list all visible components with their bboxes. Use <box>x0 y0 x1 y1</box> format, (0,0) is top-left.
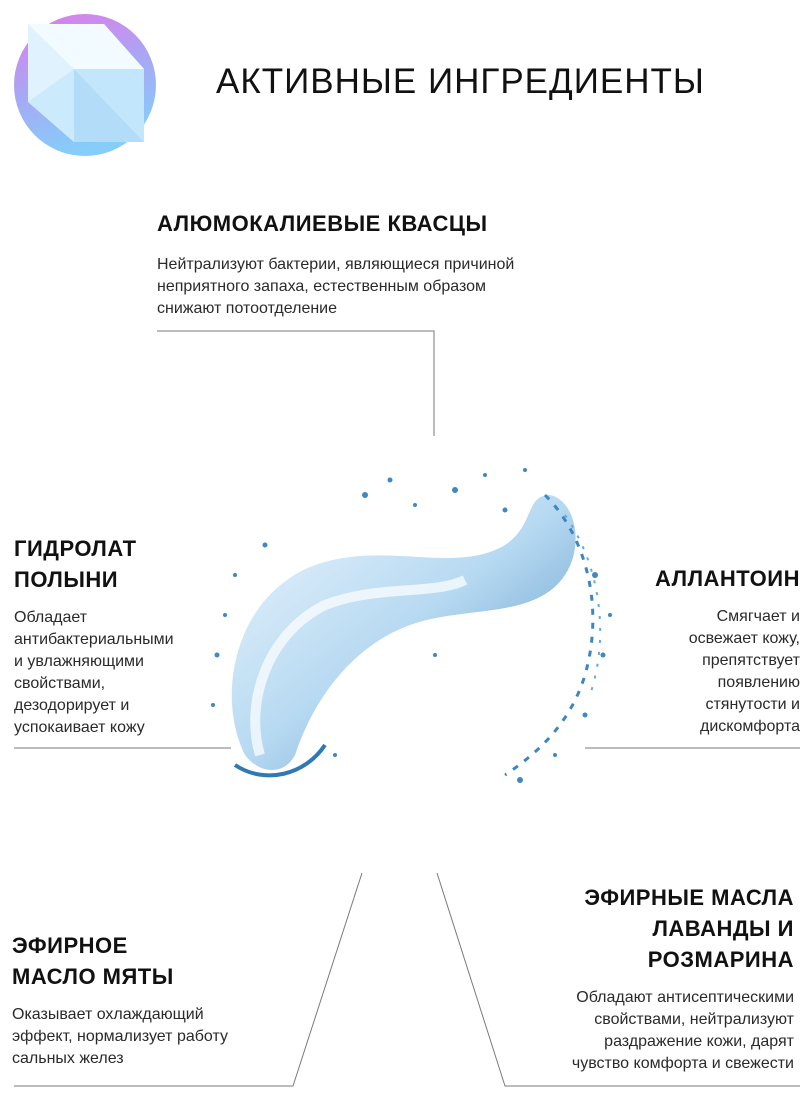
desc-line: раздражение кожи, дарят <box>604 1033 794 1050</box>
desc-line: препятствует <box>702 652 800 669</box>
desc-line: антибактериальными <box>14 631 174 648</box>
ingredient-lavender-title-line: ЛАВАНДЫ И <box>652 916 794 941</box>
ingredient-allantoin <box>580 563 800 738</box>
desc-line: и увлажняющими <box>14 653 144 670</box>
desc-line: Обладает <box>14 609 88 626</box>
water-splash-icon <box>205 455 625 795</box>
desc-line: дискомфорта <box>699 718 800 735</box>
desc-line: успокаивает кожу <box>14 719 145 736</box>
desc-line: стянутости и <box>705 696 800 713</box>
ingredient-mint-title-line: ЭФИРНОЕ <box>12 933 128 958</box>
ingredient-lavender-rosemary <box>494 882 794 1075</box>
ingredient-mint-desc <box>12 1004 302 1070</box>
ingredient-wormwood-title-line: ПОЛЫНИ <box>14 567 119 592</box>
desc-line: снижают потоотделение <box>157 300 338 317</box>
desc-line: сальных желез <box>12 1050 124 1067</box>
desc-line: освежает кожу, <box>688 630 800 647</box>
ingredient-lavender-desc <box>494 987 794 1075</box>
desc-line: появлению <box>717 674 800 691</box>
ingredient-alum <box>157 208 637 320</box>
desc-line: Смягчает и <box>716 608 800 625</box>
desc-line: свойствами, нейтрализуют <box>594 1011 794 1028</box>
ingredient-wormwood-desc <box>14 607 234 739</box>
ingredient-allantoin-title: АЛЛАНТОИН <box>654 566 800 591</box>
page-title: АКТИВНЫЕ ИНГРЕДИЕНТЫ <box>216 62 705 101</box>
ingredient-lavender-title-line: ЭФИРНЫЕ МАСЛА <box>584 885 794 910</box>
desc-line: дезодорирует и <box>14 697 130 714</box>
ingredient-wormwood-title-line: ГИДРОЛАТ <box>14 536 137 561</box>
desc-line: чувство комфорта и свежести <box>571 1055 794 1072</box>
desc-line: Оказывает охлаждающий <box>12 1006 204 1023</box>
desc-line: свойствами, <box>14 675 106 692</box>
desc-line: неприятного запаха, естественным образом <box>157 278 487 295</box>
ingredient-allantoin-desc <box>580 606 800 738</box>
ingredient-mint-title-line: МАСЛО МЯТЫ <box>12 964 174 989</box>
desc-line: эффект, нормализует работу <box>12 1028 228 1045</box>
ingredient-mint <box>12 930 302 1070</box>
ingredient-alum-title: АЛЮМОКАЛИЕВЫЕ КВАСЦЫ <box>157 211 488 236</box>
desc-line: Нейтрализуют бактерии, являющиеся причиной <box>157 256 515 273</box>
ingredient-lavender-title-line: РОЗМАРИНА <box>647 947 794 972</box>
ingredient-alum-desc <box>157 254 637 320</box>
desc-line: Обладают антисептическими <box>576 989 794 1006</box>
ingredient-wormwood <box>14 533 234 739</box>
